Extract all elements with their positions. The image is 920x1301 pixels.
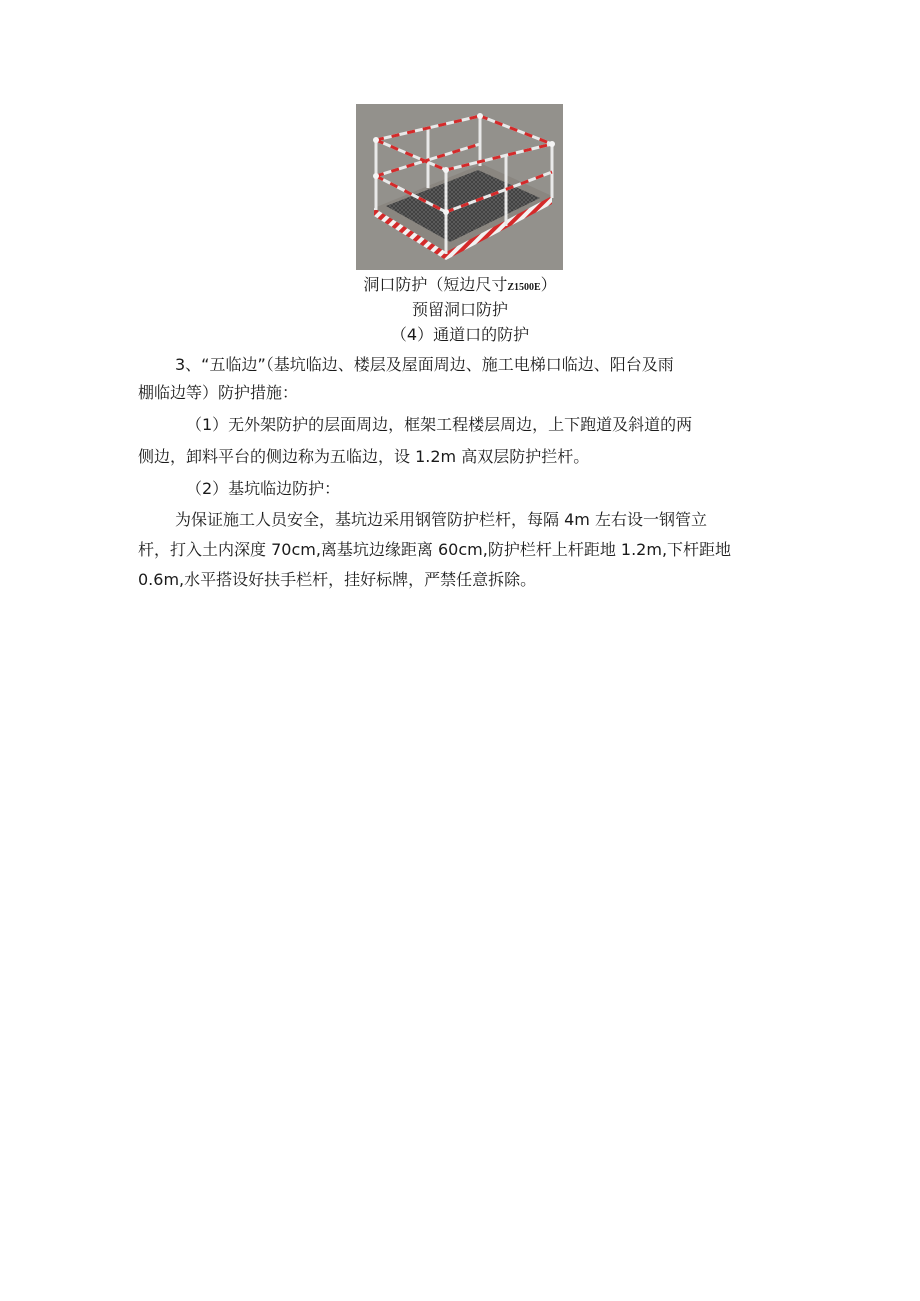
- caption-main-text: 洞口防护（短边尺寸: [363, 275, 508, 294]
- body-line-1: 3、“五临边”（基坑临边、楼层及屋面周边、施工电梯口临边、阳台及雨: [175, 355, 674, 374]
- caption-dimension: Z1500E: [507, 282, 541, 293]
- opening-guardrail-image: [356, 104, 563, 270]
- body-line-8: 0.6m,水平搭设好扶手栏杆，挂好标牌，严禁任意拆除。: [138, 570, 537, 589]
- caption-close-paren: ）: [540, 275, 557, 294]
- body-line-5: （2）基坑临边防护：: [186, 479, 341, 498]
- figure-subcaption: 预留洞口防护: [411, 300, 508, 319]
- body-line-4: 侧边，卸料平台的侧边称为五临边，设 1.2m 高双层防护拦杆。: [138, 447, 590, 466]
- figure-caption: [0, 274, 920, 299]
- body-line-3: （1）无外架防护的层面周边，框架工程楼层周边，上下跑道及斜道的两: [186, 415, 693, 434]
- body-line-2: 棚临边等）防护措施：: [138, 383, 299, 402]
- body-line-6: 为保证施工人员安全，基坑边采用钢管防护栏杆，每隔 4m 左右设一钢管立: [175, 510, 707, 529]
- section-heading-passage-protection: （4）通道口的防护: [390, 325, 530, 344]
- body-line-7: 杆，打入土内深度 70cm,离基坑边缘距离 60cm,防护栏杆上杆距地 1.2m,下杆距地: [138, 540, 732, 559]
